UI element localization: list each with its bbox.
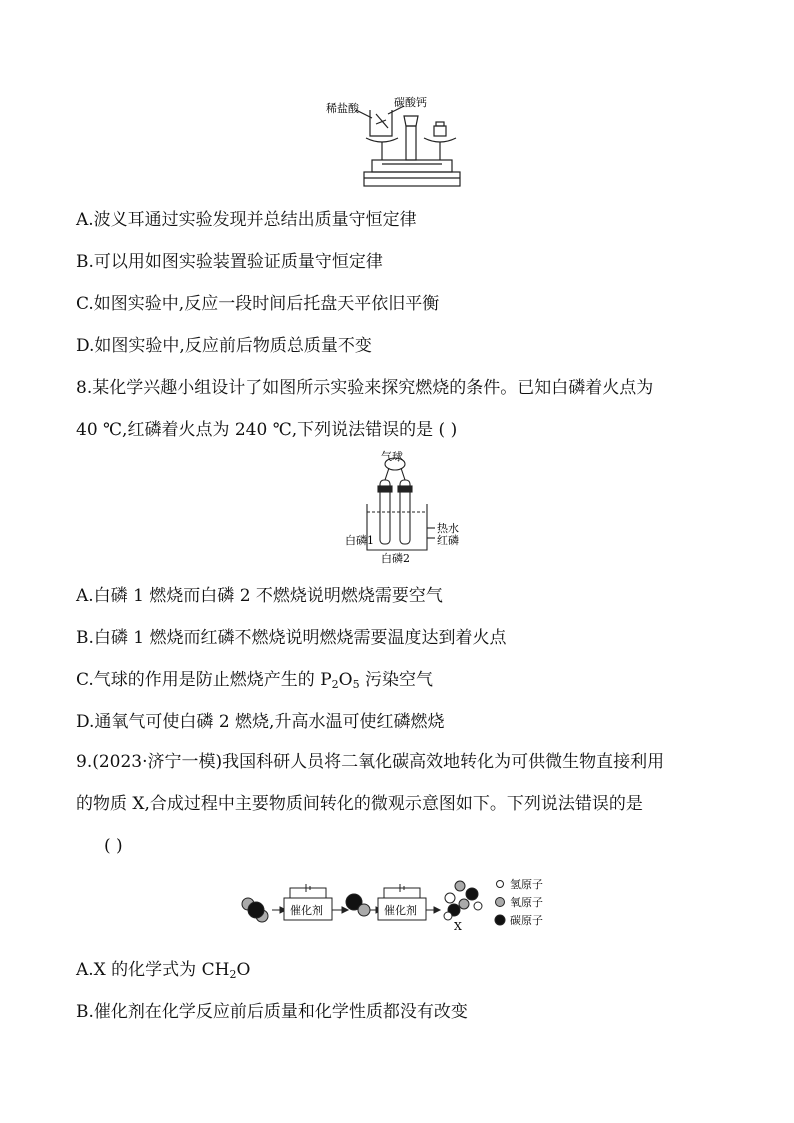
q9-option-a: A.X 的化学式为 $CH_2O$ — [76, 960, 251, 981]
catalyst-label-1: 催化剂 — [290, 904, 323, 917]
label-calcium-carbonate: 碳酸钙 — [394, 96, 427, 109]
q8-option-d: D.通氧气可使白磷 2 燃烧,升高水温可使红磷燃烧 — [76, 712, 445, 732]
label-hot-water: 热水 — [437, 522, 459, 535]
label-balloon: 气球 — [381, 450, 403, 463]
q8-stem-line2: 40 ℃,红磷着火点为 240 ℃,下列说法错误的是 ( ) — [76, 420, 458, 440]
balance-figure — [326, 94, 466, 190]
q7-option-a: A.波义耳通过实验发现并总结出质量守恒定律 — [76, 210, 417, 230]
catalyst-label-2: 催化剂 — [384, 904, 417, 917]
q9-stem-line2: 的物质 X,合成过程中主要物质间转化的微观示意图如下。下列说法错误的是 — [76, 794, 643, 814]
q8-option-c: C.气球的作用是防止燃烧产生的 $P_2O_5$ 污染空气 — [76, 670, 433, 691]
label-red-phosphorus: 红磷 — [437, 534, 459, 547]
q7-option-c: C.如图实验中,反应一段时间后托盘天平依旧平衡 — [76, 294, 440, 314]
label-hydrochloric-acid: 稀盐酸 — [326, 102, 359, 115]
q7-option-d: D.如图实验中,反应前后物质总质量不变 — [76, 336, 372, 356]
q9-stem-line3: ( ) — [104, 836, 123, 856]
legend-hydrogen: 氢原子 — [510, 878, 543, 891]
q8-option-b: B.白磷 1 燃烧而红磷不燃烧说明燃烧需要温度达到着火点 — [76, 628, 507, 648]
label-x: X — [454, 920, 462, 933]
q8-stem-line1: 8.某化学兴趣小组设计了如图所示实验来探究燃烧的条件。已知白磷着火点为 — [76, 378, 654, 398]
reaction-diagram — [238, 872, 558, 936]
legend-carbon: 碳原子 — [510, 914, 543, 927]
q9-option-b: B.催化剂在化学反应前后质量和化学性质都没有改变 — [76, 1002, 468, 1022]
label-white-phosphorus-2: 白磷2 — [381, 552, 410, 565]
label-white-phosphorus-1: 白磷1 — [345, 534, 374, 547]
q9-stem-line1: 9.(2023·济宁一模)我国科研人员将二氧化碳高效地转化为可供微生物直接利用 — [76, 752, 665, 772]
q7-option-b: B.可以用如图实验装置验证质量守恒定律 — [76, 252, 383, 272]
combustion-figure — [345, 450, 475, 565]
q8-option-a: A.白磷 1 燃烧而白磷 2 不燃烧说明燃烧需要空气 — [76, 586, 443, 606]
legend-oxygen: 氧原子 — [510, 896, 543, 909]
